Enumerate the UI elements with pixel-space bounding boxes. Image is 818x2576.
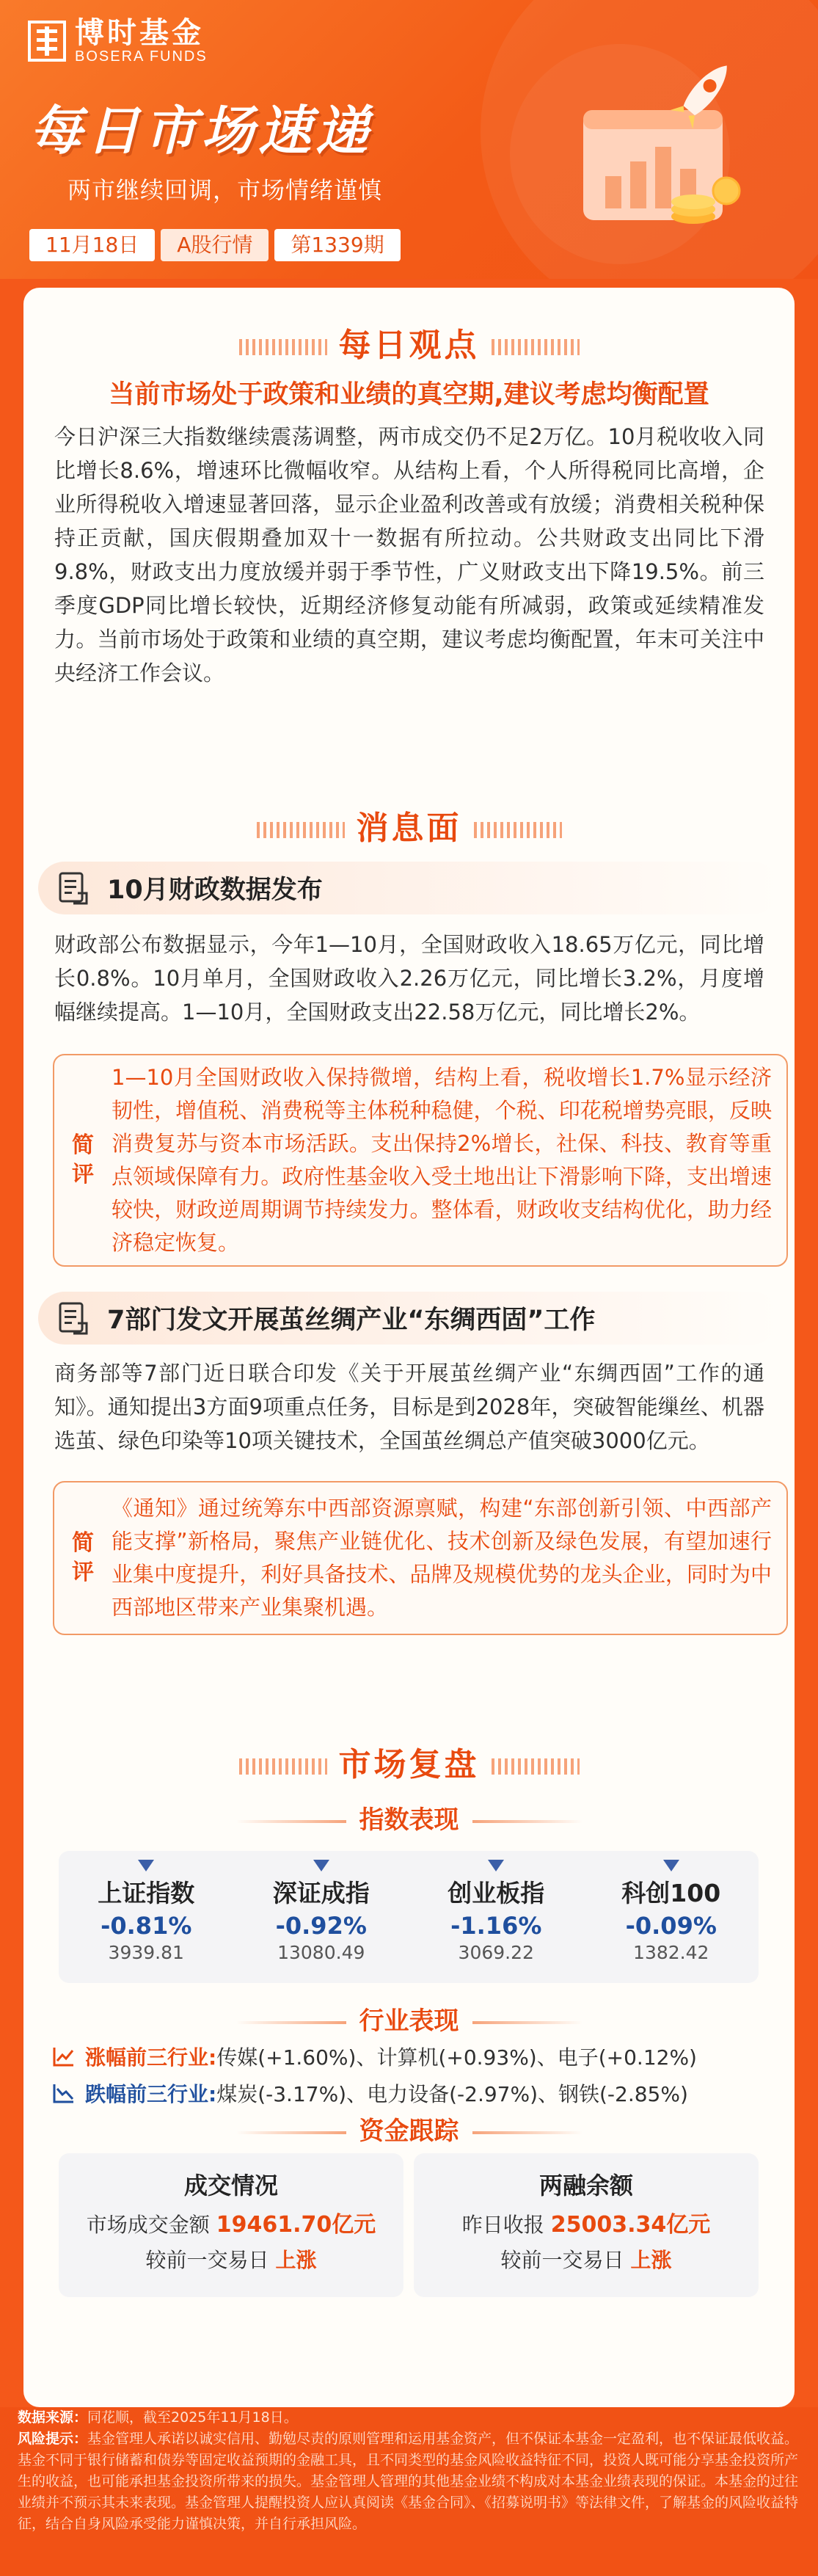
index-item bbox=[59, 1851, 234, 1983]
disclaimer bbox=[18, 2407, 801, 2535]
date-tag: 11月18日 bbox=[29, 229, 155, 261]
index-name: 上证指数 bbox=[98, 1879, 195, 1907]
index-name: 创业板指 bbox=[448, 1879, 545, 1907]
news-section-title: 消息面 bbox=[23, 801, 795, 848]
margin-change-line: 较前一交易日 上涨 bbox=[500, 2248, 672, 2272]
document-icon bbox=[57, 1301, 90, 1335]
index-value: 1382.42 bbox=[633, 1942, 709, 1963]
trend-up-icon bbox=[53, 2046, 75, 2067]
margin-title: 两融余额 bbox=[538, 2172, 633, 2200]
header-banner bbox=[0, 0, 818, 279]
news-comment-box bbox=[53, 1481, 788, 1635]
page-title: 每日市场速递 bbox=[29, 100, 373, 161]
index-change: -1.16% bbox=[450, 1912, 542, 1940]
margin-amount-line: 昨日收报 25003.34亿元 bbox=[461, 2212, 711, 2238]
footer bbox=[0, 2407, 818, 2576]
top-gainers-row bbox=[53, 2042, 697, 2071]
document-icon bbox=[57, 871, 90, 905]
turnover-change-line: 较前一交易日 上涨 bbox=[145, 2248, 317, 2272]
news-item-header bbox=[38, 1292, 779, 1345]
market-section-title: 市场复盘 bbox=[23, 1738, 795, 1785]
news-comment-box bbox=[53, 1054, 788, 1267]
turnover-title: 成交情况 bbox=[183, 2172, 278, 2200]
issue-tag: 第1339期 bbox=[274, 229, 400, 261]
margin-change: 上涨 bbox=[630, 2248, 672, 2272]
top-gainers-label: 涨幅前三行业: bbox=[85, 2045, 217, 2070]
brand-logo bbox=[28, 18, 208, 65]
top-losers-row bbox=[53, 2078, 688, 2108]
rocket-chart-illustration bbox=[554, 59, 774, 250]
index-value: 13080.49 bbox=[277, 1942, 365, 1963]
decor-stripes bbox=[492, 339, 580, 355]
index-performance-panel bbox=[59, 1851, 759, 1983]
news-item-body: 商务部等7部门近日联合印发《关于开展茧丝绸产业“东绸西固”工作的通知》。通知提出3方面9项重点任务，目标是到2028年，突破智能缫丝、机器选茧、绿色印染等10项关键技术，全国茧丝绸总产值突破3000亿元。 bbox=[54, 1361, 764, 1453]
index-name: 深证成指 bbox=[272, 1879, 370, 1907]
page-subtitle: 两市继续回调，市场情绪谨慎 bbox=[67, 176, 383, 204]
trend-down-icon bbox=[53, 2083, 75, 2103]
decor-stripes bbox=[257, 822, 345, 838]
top-gainers-list: 传媒(+1.60%)、计算机(+0.93%)、电子(+0.12%) bbox=[216, 2045, 697, 2070]
index-item bbox=[234, 1851, 409, 1983]
comment-text: 1—10月全国财政收入保持微增，结构上看，税收增长1.7%显示经济韧性，增值税、消费税等主体税种稳健，个税、印花税增势亮眼，反映消费复苏与资本市场活跃。支出保持2%增长，社保、科技、教育等重点领域保障有力。政府性基金收入受土地出让下滑影响下降，支出增速较快，财政逆周期调节持续发力。整体看，财政收支结构优化，助力经济稳定恢复。 bbox=[112, 1065, 772, 1255]
index-change: -0.09% bbox=[625, 1912, 717, 1940]
down-arrow-icon bbox=[138, 1860, 154, 1871]
issue-tags bbox=[29, 229, 406, 261]
index-change: -0.81% bbox=[101, 1912, 192, 1940]
category-tag: A股行情 bbox=[161, 229, 269, 261]
top-losers-list: 煤炭(-3.17%)、电力设备(-2.97%)、钢铁(-2.85%) bbox=[216, 2082, 688, 2106]
decor-stripes bbox=[492, 1758, 580, 1775]
data-source-line: 数据来源：同花顺，截至2025年11月18日。 bbox=[18, 2409, 298, 2426]
down-arrow-icon bbox=[313, 1860, 329, 1871]
index-item bbox=[584, 1851, 759, 1983]
comment-text: 《通知》通过统筹东中西部资源禀赋，构建“东部创新引领、中西部产能支撑”新格局，聚焦产业链优化、技术创新及绿色发展，有望加速行业集中度提升，利好具备技术、品牌及规模优势的龙头企业，同时为中西部地区带来产业集聚机遇。 bbox=[112, 1496, 772, 1620]
margin-balance-panel bbox=[414, 2153, 759, 2297]
down-arrow-icon bbox=[663, 1860, 679, 1871]
decor-stripes bbox=[239, 1758, 327, 1775]
daily-view-headline: 当前市场处于政策和业绩的真空期,建议考虑均衡配置 bbox=[109, 380, 709, 410]
daily-view-body: 今日沪深三大指数继续震荡调整，两市成交仍不足2万亿。10月税收收入同比增长8.6%，增速环比微幅收窄。从结构上看，个人所得税同比高增，企业所得税收入增速显著回落，显示企业盈利改善或有放缓；消费相关税种保持正贡献，国庆假期叠加双十一数据有所拉动。公共财政支出同比下滑9.8%，财政支出力度放缓并弱于季节性，广义财政支出下降19.5%。前三季度GDP同比增长较快，近期经济修复动能有所减弱，政策或延续精准发力。当前市场处于政策和业绩的真空期，建议考虑均衡配置，年末可关注中央经济工作会议。 bbox=[54, 424, 764, 685]
risk-warning-line: 风险提示：基金管理人承诺以诚实信用、勤勉尽责的原则管理和运用基金资产，但不保证本基金一定盈利，也不保证最低收益。基金不同于银行储蓄和债券等固定收益预期的金融工具，且不同类型的基金风险收益特征不同，投资人既可能分享基金投资所产生的收益，也可能承担基金投资所带来的损失。基金管理人管理的其他基金业绩不构成对本基金业绩表现的保证。本基金的过往业绩并不预示其未来表现。基金管理人提醒投资人应认真阅读《基金合同》、《招募说明书》等法律文件，了解基金的风险收益特征，结合自身风险承受能力谨慎决策，并自行承担风险。 bbox=[18, 2431, 799, 2532]
margin-amount: 25003.34亿元 bbox=[550, 2212, 711, 2238]
decor-stripes bbox=[474, 822, 562, 838]
news-item-title: 7部门发文开展茧丝绸产业“东绸西固”工作 bbox=[107, 1306, 596, 1335]
news-item-header bbox=[38, 862, 779, 914]
news-item-body: 财政部公布数据显示，今年1—10月，全国财政收入18.65万亿元，同比增长0.8%。10月单月，全国财政收入2.26万亿元，同比增长3.2%，月度增幅继续提高。1—10月，全国财政支出22.58万亿元，同比增长2%。 bbox=[54, 932, 764, 1025]
index-change: -0.92% bbox=[275, 1912, 367, 1940]
index-name: 科创100 bbox=[621, 1879, 721, 1907]
turnover-change: 上涨 bbox=[275, 2248, 317, 2272]
bosera-logo-icon bbox=[28, 21, 66, 62]
turnover-amount-line: 市场成交金额 19461.70亿元 bbox=[86, 2212, 376, 2238]
news-item-title: 10月财政数据发布 bbox=[107, 876, 323, 905]
top-losers-label: 跌幅前三行业: bbox=[85, 2082, 217, 2106]
decor-stripes bbox=[239, 339, 327, 355]
comment-label: 简评 bbox=[72, 1530, 94, 1585]
content-card bbox=[23, 288, 795, 2407]
index-subsection-title: 指数表现 bbox=[23, 1800, 795, 1835]
industry-subsection-title: 行业表现 bbox=[23, 2001, 795, 2037]
index-value: 3939.81 bbox=[108, 1942, 184, 1963]
daily-view-section-title: 每日观点 bbox=[23, 319, 795, 365]
turnover-amount: 19461.70亿元 bbox=[216, 2212, 376, 2238]
down-arrow-icon bbox=[488, 1860, 504, 1871]
index-value: 3069.22 bbox=[458, 1942, 534, 1963]
brand-name-en: BOSERA FUNDS bbox=[75, 48, 208, 65]
fund-subsection-title: 资金跟踪 bbox=[23, 2111, 795, 2147]
index-item bbox=[409, 1851, 584, 1983]
comment-label: 简评 bbox=[72, 1132, 94, 1187]
turnover-panel bbox=[59, 2153, 403, 2297]
brand-name-cn: 博时基金 bbox=[75, 16, 204, 50]
